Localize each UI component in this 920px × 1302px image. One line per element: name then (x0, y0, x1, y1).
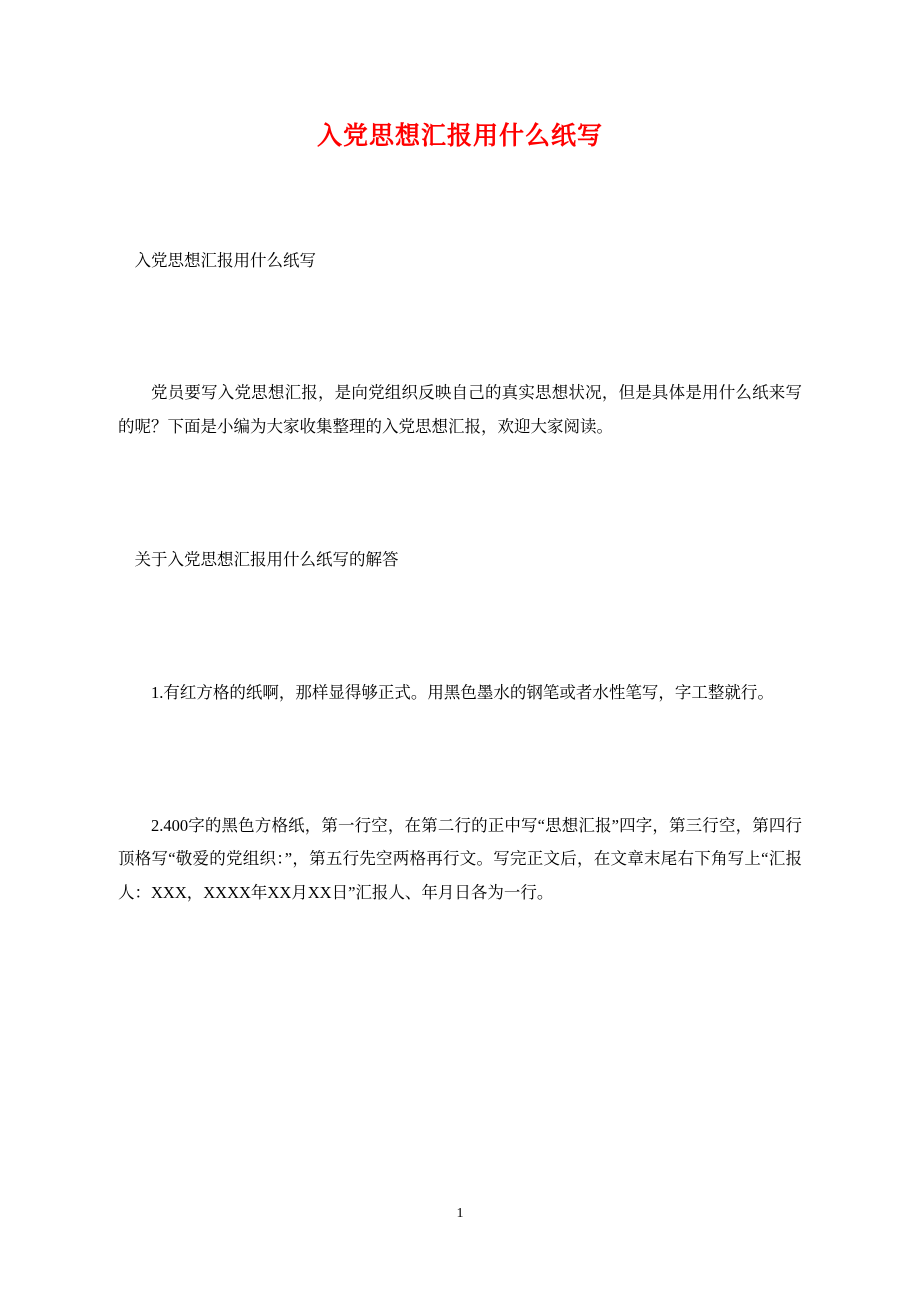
paragraph-section-heading: 关于入党思想汇报用什么纸写的解答 (134, 549, 399, 569)
paragraph-item-1: 1.有红方格的纸啊，那样显得够正式。用黑色墨水的钢笔或者水性笔写，字工整就行。 (151, 682, 774, 702)
title-spacer (118, 153, 802, 227)
page-number: 1 (456, 1206, 464, 1221)
subheading-repeat: 入党思想汇报用什么纸写 (134, 250, 316, 270)
gap-4 (118, 726, 802, 792)
paragraph-item-2: 2.400字的黑色方格纸，第一行空，在第二行的正中写“思想汇报”四字，第三行空，第四行顶格写“敬爱的党组织：”，第五行先空两格再行文。写完正文后，在文章末尾右下角写上“汇报人：XXX，XXXX年XX月XX日”汇报人、年月日各为一行。 (118, 815, 802, 903)
paragraph-intro: 党员要写入党思想汇报，是向党组织反映自己的真实思想状况，但是具体是用什么纸来写的呢？下面是小编为大家收集整理的入党思想汇报，欢迎大家阅读。 (118, 383, 802, 437)
page-title: 入党思想汇报用什么纸写 (316, 121, 603, 150)
document-body (118, 244, 802, 911)
gap-1 (118, 294, 802, 360)
gap-3 (118, 593, 802, 659)
gap-2 (118, 460, 802, 526)
